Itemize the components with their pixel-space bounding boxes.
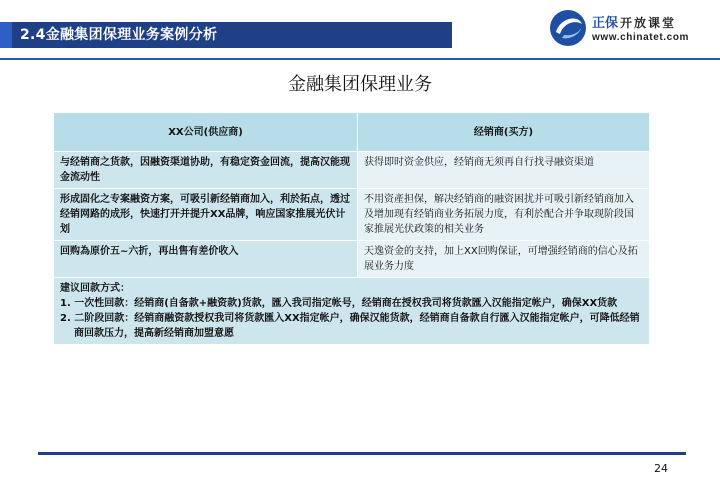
table-cell-supplier: 形成固化之专案融资方案，可吸引新经销商加入，利於拓点，透过经销网路的成形，快速打开并提升XX品牌，响应国家推展光伏计划 bbox=[54, 189, 358, 241]
column-header-supplier: XX公司(供应商) bbox=[54, 113, 358, 152]
page-number: 24 bbox=[654, 462, 668, 475]
table-cell-supplier: 与经销商之货款，因融资渠道协助，有稳定资金回流，提高汉能现金流动性 bbox=[54, 152, 358, 189]
logo-brand-tagline: 开放课堂 bbox=[620, 16, 677, 30]
header-divider bbox=[0, 58, 720, 60]
comparison-table bbox=[53, 112, 650, 345]
summary-item-one: 1. 一次性回款：经销商(自备款+融资款)货款，匯入我司指定帐号，经销商在授权我司将货款匯入汉能指定帐户，确保XX货款 bbox=[60, 298, 618, 309]
footer-divider bbox=[38, 452, 686, 455]
column-header-buyer: 经销商(买方) bbox=[358, 113, 650, 152]
logo-url: www.chinatet.com bbox=[592, 32, 690, 43]
header-bar bbox=[0, 22, 452, 48]
table-row bbox=[54, 241, 650, 278]
table-cell-buyer: 获得即时资金供应，经销商无须再自行找寻融资渠道 bbox=[358, 152, 650, 189]
logo-brand-name: 正保 bbox=[592, 16, 619, 31]
table-summary-row bbox=[54, 278, 650, 345]
page-title: 金融集团保理业务 bbox=[288, 74, 432, 95]
repayment-summary-cell bbox=[54, 278, 650, 345]
logo-swirl-icon bbox=[548, 8, 588, 48]
table-cell-buyer: 天逸资金的支持，加上XX回购保证，可增强经销商的信心及拓展业务力度 bbox=[358, 241, 650, 278]
brand-logo bbox=[548, 8, 698, 48]
header-accent bbox=[0, 22, 12, 48]
logo-brand-text bbox=[592, 12, 676, 31]
slide-title: 2.4金融集团保理业务案例分析 bbox=[20, 27, 218, 43]
table-cell-supplier: 回购為原价五~六折，再出售有差价收入 bbox=[54, 241, 358, 278]
summary-heading: 建议回款方式： bbox=[60, 283, 130, 294]
table-row bbox=[54, 152, 650, 189]
table-cell-buyer: 不用资產担保，解决经销商的融资困扰并可吸引新经销商加入及增加现有经销商业务拓展力度，有利於配合并争取现阶段国家推展光伏政策的相关业务 bbox=[358, 189, 650, 241]
table-header-row bbox=[54, 113, 650, 152]
summary-item-two: 2. 二阶段回款：经销商融资款授权我司将货款匯入XX指定帐户，确保汉能货款，经销商自备款自行匯入汉能指定帐户，可降低经销商回款压力，提高新经销商加盟意愿 bbox=[60, 313, 640, 339]
table-row bbox=[54, 189, 650, 241]
